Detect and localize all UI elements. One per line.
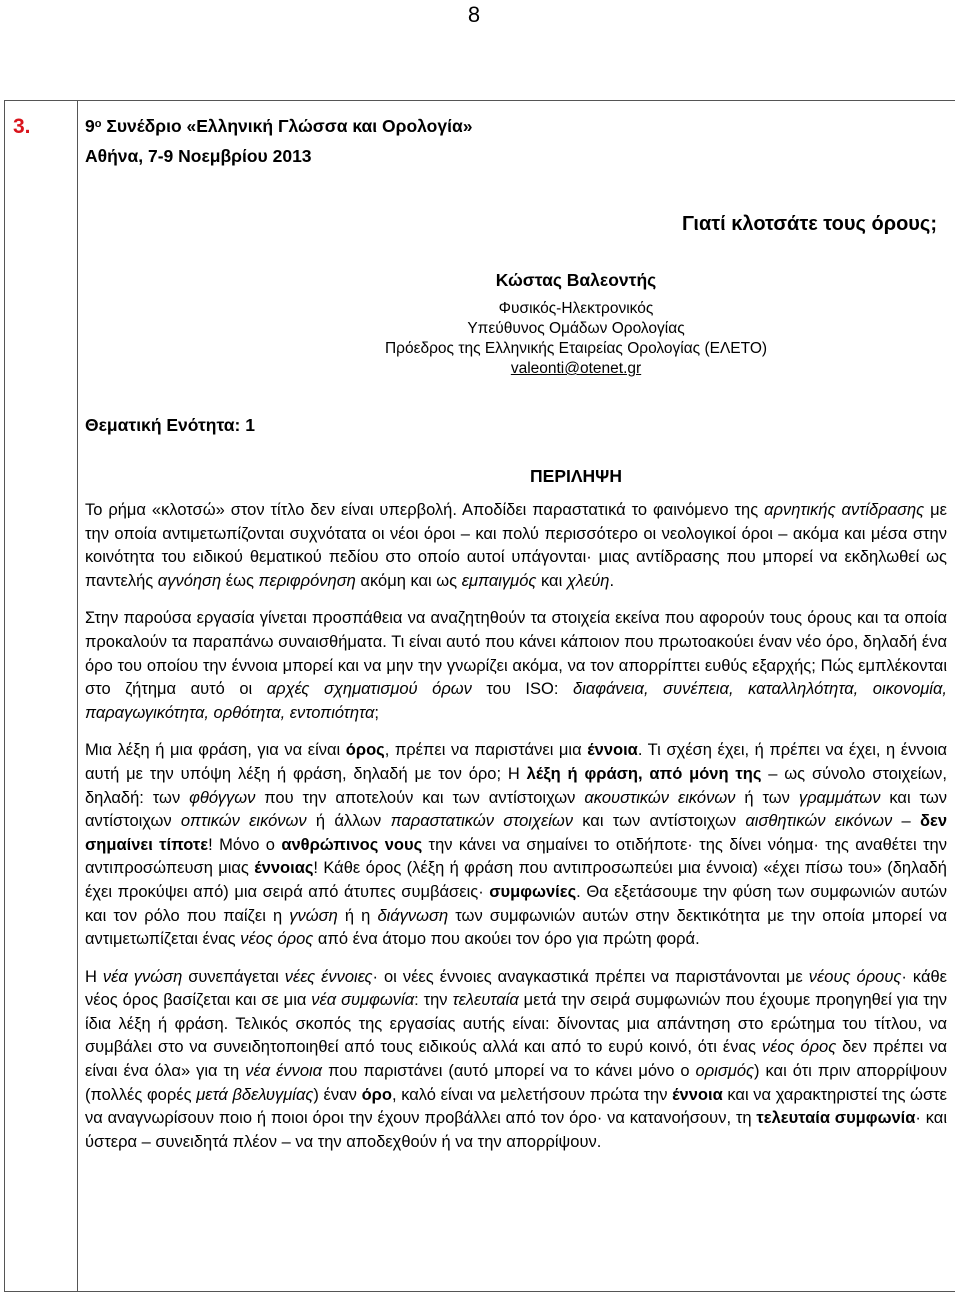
text-run: Μια λέξη ή μια φράση, για να είναι: [85, 741, 346, 760]
italic-text: περιφρόνηση: [258, 571, 356, 590]
text-run: ! Κάθε όρος (λέξη ή φράση που αντιπροσωπεύει μια έννοια) «έχει πίσω του» (δηλαδή έχει προκύψει από) μια σειρά από άτυπες συμβάσεις·: [85, 859, 947, 901]
conference-name: [85, 111, 947, 141]
abstract-paragraph: [85, 499, 947, 593]
text-run: που παριστάνει (αυτό μπορεί να το κάνει μόνο ο: [322, 1062, 696, 1081]
text-run: Στην παρούσα εργασία γίνεται προσπάθεια να αναζητηθούν τα στοιχεία εκείνα που αφορούν τους όρους και τα οποία προκαλούν τα παραπάνω συναισθήματα. Τι είναι αυτό που κάνει κάποιον που πρωτοακούει έναν νέο όρο, δηλαδή ένα όρο του οποίου την έννοια μπορεί και να μην την γνωρίζει ακόμα, να τον απορρίπτει ευθύς εξαρχής; Πώς εμπλέκονται στο ζήτημα αυτό οι: [85, 609, 947, 699]
conference-place-date: Αθήνα, 7-9 Νοεμβρίου 2013: [85, 146, 312, 166]
abstract-paragraph: [85, 966, 947, 1155]
text-run: και των αντίστοιχων: [572, 812, 746, 831]
conference-ordinal: 9: [85, 116, 95, 136]
text-run: · και ύστερα – συνειδητά πλέον – να την αποδεχθούν ή να την απορρίψουν.: [85, 1109, 947, 1151]
text-run: και: [536, 571, 567, 590]
abstract-paragraph: [85, 607, 947, 725]
bold-text: τελευταία συμφωνία: [756, 1109, 916, 1128]
bold-text: έννοιας: [254, 859, 314, 878]
text-run: · οι νέες έννοιες αναγκαστικά πρέπει να παριστάνονται με: [372, 967, 809, 986]
author-affiliation: Φυσικός-Ηλεκτρονικός: [498, 300, 654, 317]
text-run: · κάθε νέος όρος βασίζεται και σε μια: [85, 967, 948, 1010]
text-run: την κάνει να σημαίνει το οτιδήποτε· της δίνει νόημα· της αναθέτει την αντιπροσώπευση μιας: [85, 835, 947, 878]
text-run: – ως σύνολο στοιχείων, δηλαδή: των: [85, 764, 947, 807]
text-run: : την: [414, 991, 453, 1010]
text-run: με την οποία αντιμετωπίζονται συχνότατα οι νέοι όροι – και πολύ περισσότερο οι νεολογικοί όροι – ακόμα και μέσα στην κοινότητα του ειδικού θεματικού πεδίου στο οποίο αυτοί υπάγονται· μιας αντίδρασης που μπορεί να εκδηλωθεί ως παντελής: [85, 501, 947, 590]
text-run: , πρέπει να παριστάνει μια: [384, 741, 588, 760]
text-run: .: [609, 571, 615, 590]
italic-text: νέα έννοια: [245, 1062, 323, 1081]
italic-text: διάγνωση: [377, 906, 449, 925]
italic-text: χλεύη: [566, 571, 610, 590]
bold-text: έννοια: [672, 1085, 723, 1104]
conference-ordinal-suffix: ο: [94, 118, 102, 130]
author-email-link[interactable]: valeonti@otenet.gr: [510, 360, 642, 377]
italic-text: νέες έννοιες: [284, 967, 373, 986]
italic-text: νέα συμφωνία: [311, 991, 415, 1010]
text-run: ) έναν: [313, 1085, 362, 1104]
abstract-paragraph: [85, 739, 947, 951]
paper-title: Γιατί κλοτσάτε τους όρους;: [682, 213, 937, 235]
italic-text: ορισμός: [695, 1062, 755, 1081]
abstract-heading: ΠΕΡΙΛΗΨΗ: [530, 466, 622, 486]
text-run: μετά την σειρά συμφωνιών που έχουμε προηγηθεί για την ίδια λέξη ή φράση. Τελικός σκοπός της εργασίας αυτής είναι: δίνοντας μια απάντηση στο ερώτημα του τίτλου, να συμβάλει στο να συνειδητοποιηθεί από τους ειδικούς αλλά και από το ευρύ κοινό, ότι ένας: [85, 991, 948, 1057]
text-run: ακόμη και ως: [355, 571, 462, 590]
frame-divider: [77, 101, 78, 1291]
italic-text: παραστατικών στοιχείων: [390, 812, 573, 831]
text-run: που την αποτελούν και των αντίστοιχων: [255, 788, 585, 807]
italic-text: αρχές σχηματισμού όρων: [266, 680, 472, 699]
text-run: ) και ότι πριν απορρίψουν (πολλές φορές: [85, 1062, 947, 1104]
text-run: ! Μόνο ο: [208, 835, 282, 854]
text-run: των συμφωνιών αυτών στην δεκτικότητα με την οποία μπορεί να αντιμετωπίζεται ένας: [85, 906, 947, 949]
text-run: ή άλλων: [306, 812, 391, 831]
text-run: και να χαρακτηριστεί της ώστε να αναγνωρίσουν ποιο ή ποιοι όροι την έχουν προβάλλει από τον όρο· να κατανοήσουν, τη: [85, 1085, 948, 1128]
author-affiliation: Υπεύθυνος Ομάδων Ορολογίας: [467, 320, 685, 337]
text-run: , καλό είναι να μελετήσουν πρώτα την: [391, 1085, 673, 1104]
text-run: έως: [221, 571, 259, 590]
bold-text: συμφωνίες: [489, 882, 577, 901]
author-affiliation: Πρόεδρος της Ελληνικής Εταιρείας Ορολογίας (ΕΛΕΤΟ): [384, 340, 768, 357]
italic-text: φθόγγων: [189, 788, 256, 807]
bold-text: ανθρώπινος νους: [281, 835, 423, 854]
italic-text: νέους όρους: [808, 967, 902, 986]
italic-text: μετά βδελυγμίας: [196, 1085, 314, 1104]
text-run: συνεπάγεται: [182, 967, 285, 986]
text-run: ή η: [337, 906, 378, 925]
text-run: και των αντίστοιχων: [85, 788, 947, 831]
text-run: –: [892, 812, 920, 831]
italic-text: οπτικών εικόνων: [180, 812, 307, 831]
text-run: δεν πρέπει να είναι ένα όλα» για τη: [85, 1038, 947, 1081]
paper-content: [85, 111, 947, 1154]
italic-text: γραμμάτων: [798, 788, 881, 807]
author-name: Κώστας Βαλεοντής: [495, 270, 657, 290]
italic-text: νέα γνώση: [102, 967, 183, 986]
text-run: Η: [85, 967, 103, 986]
italic-text: νέος όρος: [240, 930, 314, 949]
italic-text: διαφάνεια, συνέπεια, καταλληλότητα, οικονομία, παραγωγικότητα, ορθότητα, εντοπιότητα: [85, 680, 947, 722]
text-run: ή των: [735, 788, 799, 807]
italic-text: τελευταία: [452, 991, 519, 1010]
italic-text: ακουστικών εικόνων: [584, 788, 736, 807]
page-number: 8: [467, 2, 481, 27]
section-number: 3.: [13, 115, 31, 138]
italic-text: αρνητικής αντίδρασης: [764, 501, 925, 519]
bold-text: όρος: [345, 741, 385, 760]
bold-text: λέξη ή φράση, από μόνη της: [526, 764, 762, 783]
italic-text: αισθητικών εικόνων: [745, 812, 893, 831]
italic-text: αγνόηση: [157, 571, 222, 590]
bold-text: δεν σημαίνει τίποτε: [85, 812, 947, 854]
italic-text: νέος όρος: [761, 1038, 837, 1057]
bold-text: όρο: [361, 1085, 392, 1104]
italic-text: γνώση: [289, 906, 338, 925]
bold-text: έννοια: [587, 741, 638, 760]
text-run: . Θα εξετάσουμε την φύση των συμφωνιών αυτών και τον ρόλο που παίζει η: [85, 882, 948, 925]
text-run: από ένα άτομο που ακούει τον όρο για πρώτη φορά.: [313, 930, 700, 949]
document-frame: [4, 100, 955, 1292]
text-run: Το ρήμα «κλοτσώ» στον τίτλο δεν είναι υπερβολή. Αποδίδει παραστατικά το φαινόμενο της: [85, 501, 765, 519]
italic-text: εμπαιγμός: [461, 571, 537, 590]
text-run: ;: [374, 703, 379, 722]
conference-title: Συνέδριο «Ελληνική Γλώσσα και Ορολογία»: [101, 116, 473, 136]
text-run: του ISO:: [471, 680, 573, 699]
text-run: . Τι σχέση έχει, ή πρέπει να έχει, η έννοια αυτή με την υπόψη λέξη ή φράση, δηλαδή με τον όρο; Η: [85, 741, 947, 783]
thematic-unit: Θεματική Ενότητα: 1: [85, 415, 255, 435]
author-block: [205, 270, 947, 379]
